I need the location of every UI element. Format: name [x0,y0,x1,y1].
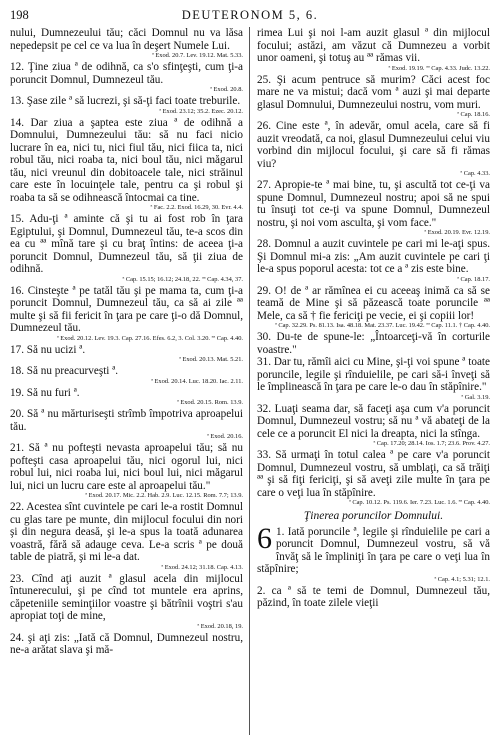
cross-reference: ª Cap. 4.33. [460,170,490,177]
cross-reference: ª Exod. 20.19. Evr. 12.19. [424,229,490,236]
cross-reference: ª Exod. 20.18, 19. [197,622,243,630]
cross-reference: ª Exod. 20.7. Lev. 19.12. Mat. 5.33. [152,52,243,59]
chapter-number: 6 [257,521,272,555]
verse: 22. Acestea sînt cuvintele pe cari le-a rostit Domnul cu glas tare pe munte, din mijlocul focului din nori şi din negura deasă, şi le-a spus la toată adunarea voastră, fără să adauge ceva. Le-a scris ª pe două table de piatră, şi mi le-a dat. [10,501,243,563]
chapter-start [257,521,490,576]
verse: 29. O! de ª ar rămînea ei cu aceeaş inimă ca să se teamă de Mine şi să păzească toate poruncile ªª Mele, ca să † fie fericiţi pe vecie, ei şi copiii lor! [257,284,490,322]
column-divider [249,27,250,735]
cross-reference: ª Cap. 18.17. [457,275,490,283]
verse: 33. Să urmaţi în totul calea ª pe care v'a poruncit Domnul, Dumnezeul vostru, să umblaţi, ca să trăiţi ªª şi să fiţi fericiţi, şi să aveţi zile multe în ţara pe care o veţi lua în stăpînire. [257,449,490,499]
verse: 12. Ţine ziua ª de odihnă, ca s'o sfinţeşti, cum ţi-a poruncit Domnul, Dumnezeul tău. [10,61,243,86]
page-header [10,8,490,24]
verse: 15. Adu-ţi ª aminte că şi tu ai fost rob în ţara Egiptului, şi Domnul, Dumnezeul tău, te-a scos din ea cu ªª mînă tare şi cu braţ întins: de aceea ţi-a poruncit Domnul, Dumnezeul tău, să ţii ziua de odihnă. [10,213,243,275]
verse: 17. Să nu ucizi ª. [10,343,86,356]
verse: 14. Dar ziua a şaptea este ziua ª de odihnă a Domnului, Dumnezeului tău: să nu faci nicio lucrare în ea, nici tu, nici fiul tău, nici fiica ta, nici robul tău, nici roaba ta, nici boul tău, nici măgarul tău, nici vreunul din dobitoacele tale, nici străinul care este în locuinţele tale, pentru ca şi robul şi roaba ta să se odihnească întocmai ca tine. [10,116,243,204]
verse: 13. Şase zile ª să lucrezi, şi să-ţi faci toate treburile. [10,95,241,107]
cross-reference: ª Cap. 10.12. Ps. 119.6. Ier. 7.23. Luc. 1.6. ªª Cap. 4.40. [348,499,490,506]
cross-reference: ª Gal. 3.19. [461,393,490,401]
verse: 19. Să nu furi ª. [10,386,80,399]
continued-text: rimea Lui şi noi l-am auzit glasul ª din mijlocul focului; astăzi, am văzut că Dumnezeu a vorbit unor oameni, şi totuş au ªª rămas vii. [257,27,490,64]
verse: 27. Apropie-te ª mai bine, tu, şi ascultă tot ce-ţi va spune Domnul, Dumnezeul nostru; apoi să ne spui tu însuţi tot ce-ţi va spune Domnul, Dumnezeul nostru, şi noi vom asculta, şi vom face." [257,179,490,229]
cross-reference: ª Exod. 20.8. [210,86,243,93]
right-column [257,27,490,610]
verse: 32. Luaţi seama dar, să faceţi aşa cum v'a poruncit Domnul, Dumnezeul vostru; să nu ª vă abateţi de la cele ce a poruncit El nici la dreapta, nici la stînga. [257,402,490,440]
cross-reference: ª Exod. 20.14. Luc. 18.20. Iac. 2.11. [151,377,243,385]
page-number: 198 [10,8,29,22]
verse: 16. Cinsteşte ª pe tatăl tău şi pe mama ta, cum ţi-a poruncit Domnul, Dumnezeul tău, ca să ai zile ªª multe şi să fii fericit în ţara pe care ţi-o dă Domnul, Dumnezeul tău. [10,284,243,334]
verse: 28. Domnul a auzit cuvintele pe cari mi le-aţi spus. Şi Domnul mi-a zis: „Am auzit cuvintele pe cari ţi le-a spus poporul acesta: tot ce a ª zis este bine. [257,238,490,275]
verse: 21. Să ª nu pofteşti nevasta aproapelui tău; să nu pofteşti casa aproapelui tău, nici ogorul lui, nici robul lui, nici roaba lui, nici boul lui, nici măgarul lui, nici un lucru care este al aproapelui tău." [10,442,243,492]
verse: 2. ca ª să te temi de Domnul, Dumnezeul tău, păzind, în toate zilele vieţii [257,584,490,609]
cross-reference: ª Cap. 15.15; 16.12; 24.18, 22. ªª Cap. 4.34, 37. [122,275,243,283]
section-heading: Ţinerea poruncilor Domnului. [303,510,444,522]
verse: 23. Cînd aţi auzit ª glasul acela din mijlocul întunerecului, şi pe cînd tot muntele era aprins, căpeteniile seminţiilor voastre şi bătrînii voştri s'au apropiat toţi de mine, [10,572,243,622]
verse: 26. Cine este ª, în adevăr, omul acela, care să fi auzit vreodată, ca noi, glasul Dumnezeului celui viu vorbind din mijlocul focului, şi care să fi rămas viu? [257,120,490,170]
cross-reference: ª Cap. 4.1; 5.31; 12.1. [434,575,490,583]
cross-reference: ª Exod. 20.16. [206,433,243,440]
cross-reference: ª Cap. 18.16. [457,111,490,118]
verse: 20. Să ª nu mărturiseşti strîmb împotriva aproapelui tău. [10,408,243,433]
cross-reference: ª Exod. 24.12; 31.18. Cap. 4.13. [161,563,243,571]
cross-reference: ª Exod. 20.13. Mat. 5.21. [179,356,243,363]
cross-reference: ª Exod. 20.15. Rom. 13.9. [176,399,243,406]
verse: 30. Du-te de spune-le: „Întoarceţi-vă în corturile voastre." [257,331,490,356]
cross-reference: ª Exod. 20.17. Mic. 2.2. Hab. 2.9. Luc. 12.15. Rom. 7.7; 13.9. [85,492,243,499]
continued-text: nului, Dumnezeului tău; căci Domnul nu va lăsa nepedepsit pe cel ce va lua în deşert Numele Lui. [10,27,243,52]
left-column [10,27,243,657]
verse: 25. Şi acum pentruce să murim? Căci acest foc mare ne va mistui; dacă vom ª auzi şi mai departe glasul Domnului, Dumnezeului nostru, vom muri. [257,73,490,111]
cross-reference: ª Exod. 23.12; 35.2. Ezec. 20.12. [159,107,243,115]
running-title: DEUTERONOM 5, 6. [181,8,319,22]
cross-reference: ª Cap. 17.20; 28.14. Ios. 1.7; 23.6. Prov. 4.27. [373,440,490,447]
cross-reference: ª Exod. 20.12. Lev. 19.3. Cap. 27.16. Efes. 6.2, 3. Col. 3.20. ªª Cap. 4.40. [56,334,243,342]
verse: 24. şi aţi zis: „Iată că Domnul, Dumnezeul nostru, ne-a arătat slava şi mă- [10,631,243,656]
cross-reference: ª Exod. 19.19. ªª Cap. 4.33. Judc. 13.22. [388,64,490,72]
cross-reference: ª Cap. 32.29. Ps. 81.13. Isa. 48.18. Mat. 23.37. Luc. 19.42. ªª Cap. 11.1. † Cap. 4.40. [274,322,490,329]
verse: 31. Dar tu, rămîi aici cu Mine, şi-ţi voi spune ª toate poruncile, legile şi rînduielile, pe cari să-i înveţi să le împlinească în ţara pe care le-o dau în stăpînire." [257,356,490,393]
verse-text: 1. Iată poruncile ª, legile şi rînduielile pe cari a poruncit Domnul, Dumnezeul vostru, să vă învăţ să le împliniţi în ţara pe care o veţi lua în stăpînire; [257,525,490,575]
verse: 18. Să nu preacurveşti ª. [10,365,119,377]
cross-reference: ª Fac. 2.2. Exod. 16.29, 30. Evr. 4.4. [150,204,243,211]
